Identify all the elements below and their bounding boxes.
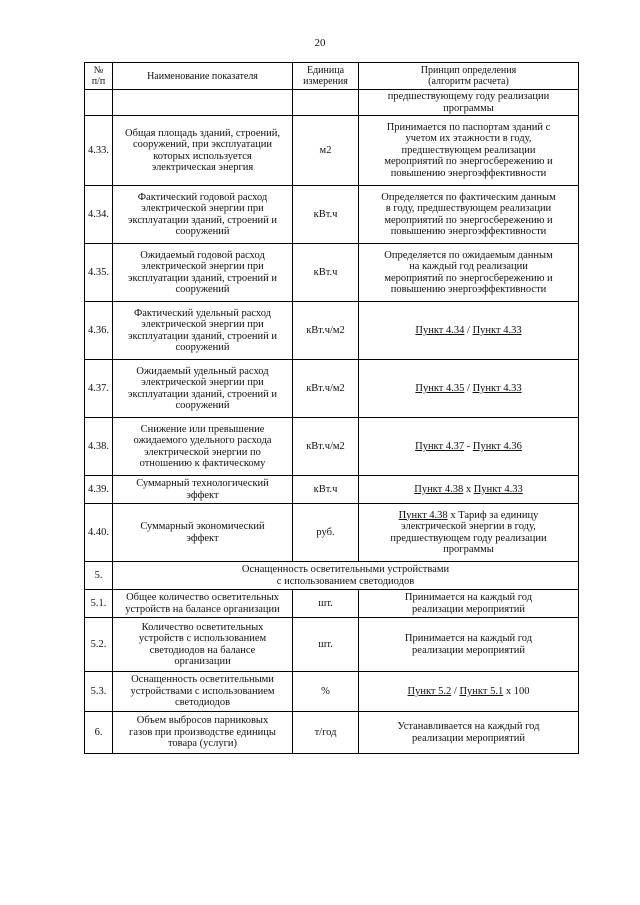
principle-cell: Принимается по паспортам зданий с учетом их этажности в году, предшествующем реализации мероприятий по энергосбережению и повышению энергоэффективности [359, 116, 579, 186]
section-number-cell: 5. [85, 562, 113, 590]
row-number-cell: 4.34. [85, 186, 113, 244]
unit-cell: шт. [293, 590, 359, 618]
row-number-cell: 5.3. [85, 672, 113, 712]
row-number-cell: 4.36. [85, 302, 113, 360]
table-row [85, 302, 579, 360]
indicator-name-cell: Оснащенность осветительными устройствами с использованием светодиодов [113, 672, 293, 712]
header-principle: Принцип определения (алгоритм расчета) [359, 63, 579, 90]
table-body [85, 90, 579, 754]
indicator-name-cell: Количество осветительных устройств с использованием светодиодов на балансе организации [113, 618, 293, 672]
item-reference-link[interactable]: Пункт 4.38 [398, 509, 448, 521]
indicator-name-cell: Суммарный технологический эффект [113, 476, 293, 504]
principle-cell: Пункт 4.38 x Тариф за единицу электрической энергии в году, предшествующем году реализации программы [359, 504, 579, 562]
section-row [85, 562, 579, 590]
unit-cell: м2 [293, 116, 359, 186]
indicator-name-cell: Снижение или превышение ожидаемого удельного расхода электрической энергии по отношению к фактическому [113, 418, 293, 476]
table-row [85, 618, 579, 672]
item-reference-link[interactable]: Пункт 4.36 [472, 440, 522, 452]
indicator-name-cell: Общее количество осветительных устройств на балансе организации [113, 590, 293, 618]
principle-cell: Пункт 4.38 x Пункт 4.33 [359, 476, 579, 504]
page-number: 20 [314, 37, 326, 49]
item-reference-link[interactable]: Пункт 4.33 [473, 483, 523, 495]
indicator-name-cell: Общая площадь зданий, строений, сооружений, при эксплуатации которых используется электрическая энергия [113, 116, 293, 186]
principle-cell: Принимается на каждый год реализации мероприятий [359, 618, 579, 672]
principle-cell: Определяется по ожидаемым данным на каждый год реализации мероприятий по энергосбережению и повышению энергоэффективности [359, 244, 579, 302]
indicator-name-cell: Фактический удельный расход электрической энергии при эксплуатации зданий, строений и сооружений [113, 302, 293, 360]
continuation-row [85, 90, 579, 116]
unit-cell: руб. [293, 504, 359, 562]
row-number-cell: 4.37. [85, 360, 113, 418]
row-number-cell: 4.38. [85, 418, 113, 476]
table-row [85, 186, 579, 244]
item-reference-link[interactable]: Пункт 5.2 [407, 685, 452, 697]
item-reference-link[interactable]: Пункт 4.33 [472, 324, 522, 336]
header-num: № п/п [85, 63, 113, 90]
row-number-cell: 6. [85, 712, 113, 754]
indicator-name-cell: Объем выбросов парниковых газов при производстве единицы товара (услуги) [113, 712, 293, 754]
principle-cell: Принимается на каждый год реализации мероприятий [359, 590, 579, 618]
item-reference-link[interactable]: Пункт 4.34 [415, 324, 465, 336]
item-reference-link[interactable]: Пункт 5.1 [459, 685, 504, 697]
unit-cell: кВт.ч [293, 186, 359, 244]
unit-cell: кВт.ч/м2 [293, 418, 359, 476]
principle-cell: Пункт 4.34 / Пункт 4.33 [359, 302, 579, 360]
principle-cell: Устанавливается на каждый год реализации мероприятий [359, 712, 579, 754]
table-cell [113, 90, 293, 116]
table-row [85, 672, 579, 712]
indicator-name-cell: Ожидаемый годовой расход электрической энергии при эксплуатации зданий, строений и сооружений [113, 244, 293, 302]
table-row [85, 712, 579, 754]
table-row [85, 504, 579, 562]
unit-cell: % [293, 672, 359, 712]
indicator-name-cell: Ожидаемый удельный расход электрической энергии при эксплуатации зданий, строений и сооружений [113, 360, 293, 418]
indicator-name-cell: Фактический годовой расход электрической энергии при эксплуатации зданий, строений и сооружений [113, 186, 293, 244]
table-row [85, 476, 579, 504]
unit-cell: кВт.ч [293, 476, 359, 504]
principle-cell: Пункт 4.37 - Пункт 4.36 [359, 418, 579, 476]
table-row [85, 116, 579, 186]
table-header-row [85, 63, 579, 90]
unit-cell: кВт.ч/м2 [293, 360, 359, 418]
item-reference-link[interactable]: Пункт 4.37 [415, 440, 465, 452]
table-row [85, 590, 579, 618]
table-row [85, 360, 579, 418]
table-row [85, 418, 579, 476]
unit-cell: т/год [293, 712, 359, 754]
row-number-cell: 4.35. [85, 244, 113, 302]
item-reference-link[interactable]: Пункт 4.33 [472, 382, 522, 394]
header-name: Наименование показателя [113, 63, 293, 90]
section-title-cell: Оснащенность осветительными устройствами с использованием светодиодов [113, 562, 579, 590]
row-number-cell: 4.39. [85, 476, 113, 504]
indicator-name-cell: Суммарный экономический эффект [113, 504, 293, 562]
principle-cell: предшествующему году реализации программы [359, 90, 579, 116]
table-cell [293, 90, 359, 116]
row-number-cell: 4.40. [85, 504, 113, 562]
table-row [85, 244, 579, 302]
table-cell [85, 90, 113, 116]
row-number-cell: 5.1. [85, 590, 113, 618]
unit-cell: кВт.ч/м2 [293, 302, 359, 360]
item-reference-link[interactable]: Пункт 4.35 [415, 382, 465, 394]
row-number-cell: 5.2. [85, 618, 113, 672]
item-reference-link[interactable]: Пункт 4.38 [414, 483, 464, 495]
principle-cell: Пункт 5.2 / Пункт 5.1 x 100 [359, 672, 579, 712]
row-number-cell: 4.33. [85, 116, 113, 186]
unit-cell: кВт.ч [293, 244, 359, 302]
principle-cell: Определяется по фактическим данным в году, предшествующем реализации мероприятий по энергосбережению и повышению энергоэффективности [359, 186, 579, 244]
principle-cell: Пункт 4.35 / Пункт 4.33 [359, 360, 579, 418]
unit-cell: шт. [293, 618, 359, 672]
header-unit: Единица измерения [293, 63, 359, 90]
indicators-table [84, 62, 579, 754]
